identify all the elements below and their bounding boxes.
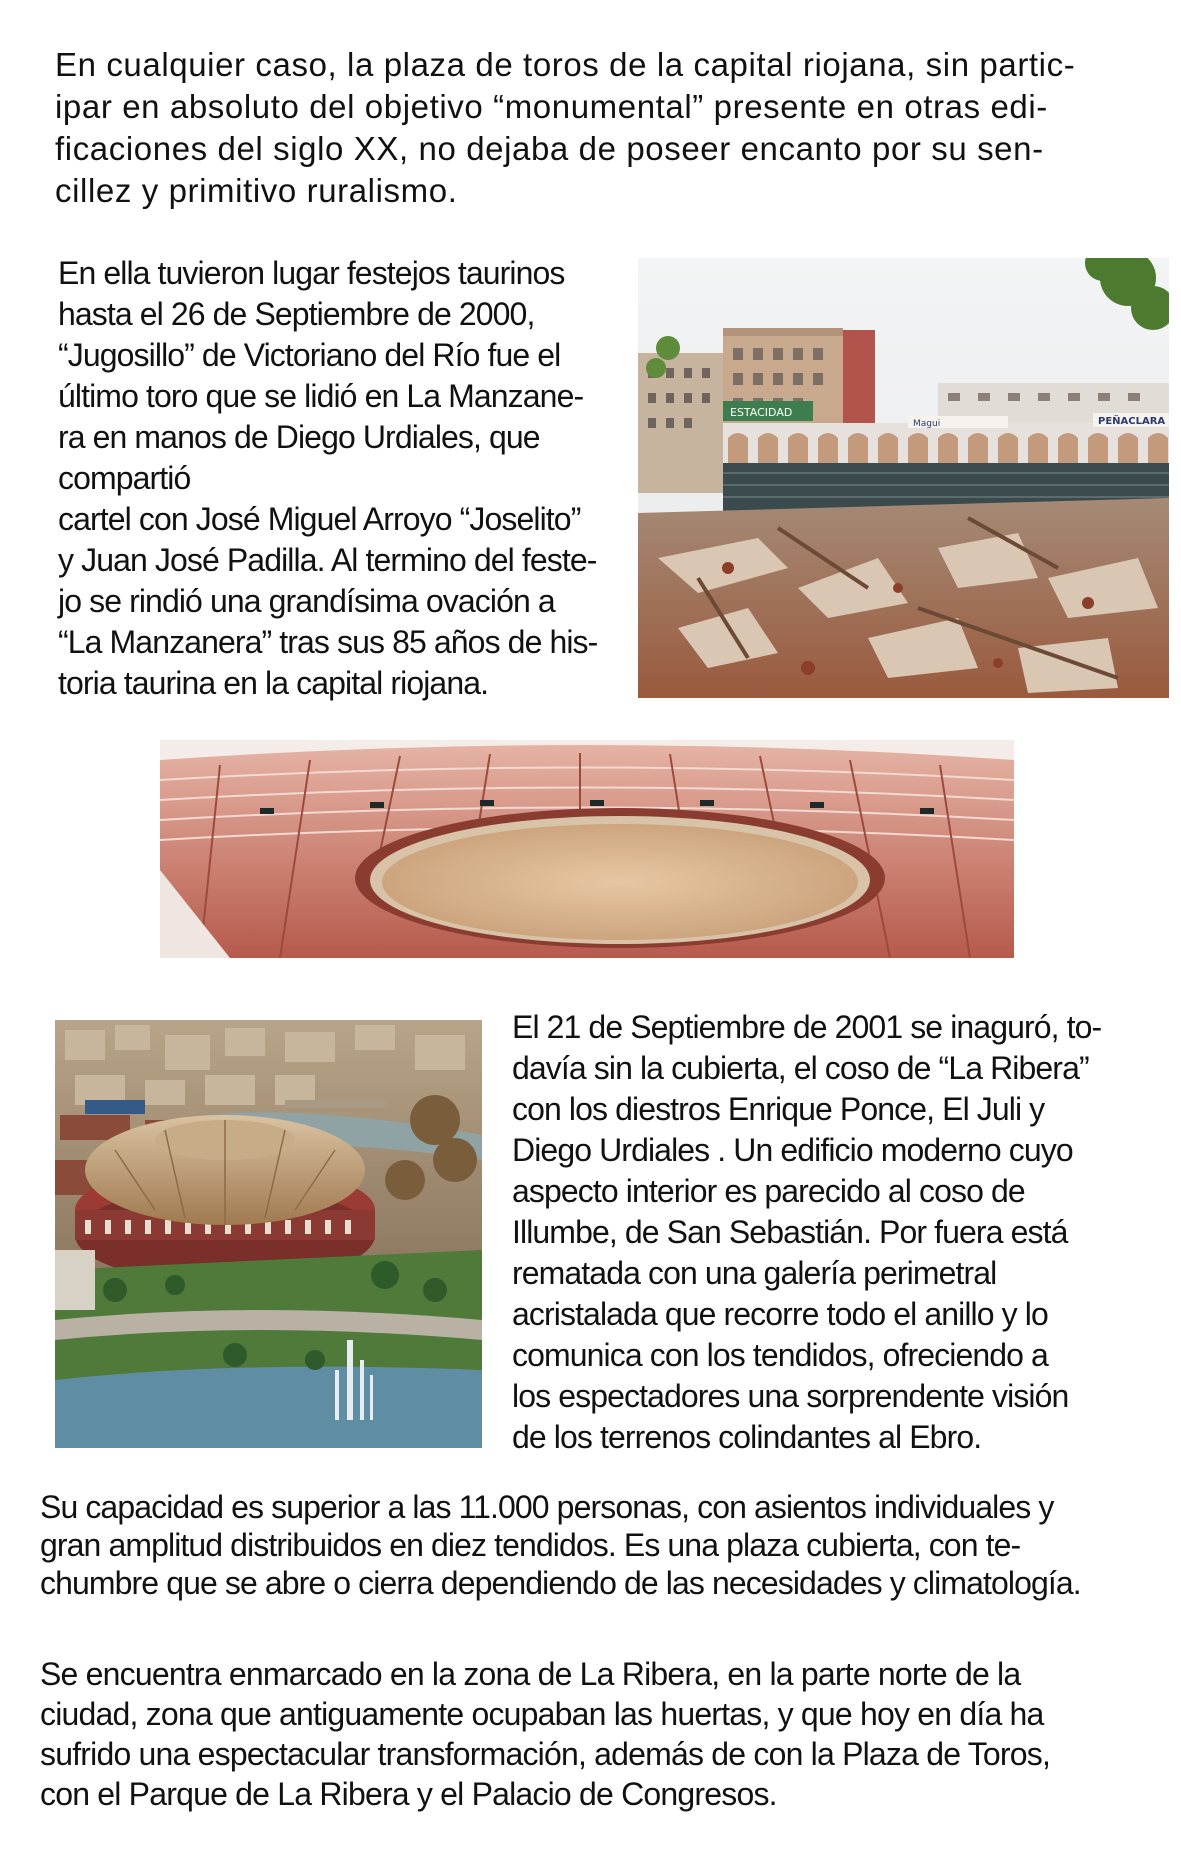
history-line: “Jugosillo” de Victoriano del Río fue el <box>58 337 561 373</box>
ribera-line: davía sin la cubierta, el coso de “La Ribera” <box>512 1050 1089 1086</box>
history-line: compartió <box>58 460 191 496</box>
location-line: Se encuentra enmarcado en la zona de La Ribera, en la parte norte de la <box>40 1656 1021 1692</box>
intro-line: ipar en absoluto del objetivo “monumental” presente en otras edi- <box>55 88 1048 125</box>
demolition-photo <box>638 258 1169 698</box>
ribera-line: Illumbe, de San Sebastián. Por fuera está <box>512 1214 1068 1250</box>
capacity-paragraph <box>40 1488 1170 1602</box>
history-line: “La Manzanera” tras sus 85 años de his- <box>58 624 598 660</box>
intro-line: cillez y primitivo ruralismo. <box>55 172 458 209</box>
ribera-line: acristalada que recorre todo el anillo y lo <box>512 1296 1048 1332</box>
history-line: ra en manos de Diego Urdiales, que <box>58 419 540 455</box>
intro-line: En cualquier caso, la plaza de toros de la capital riojana, sin partic- <box>55 46 1076 83</box>
ribera-paragraph <box>512 1007 1152 1458</box>
la-ribera-aerial-photo <box>55 1020 482 1448</box>
history-line: jo se rindió una grandísima ovación a <box>58 583 555 619</box>
ribera-line: rematada con una galería perimetral <box>512 1255 997 1291</box>
location-line: sufrido una espectacular transformación, además de con la Plaza de Toros, <box>40 1736 1051 1772</box>
sign-magui: Magui <box>913 419 941 429</box>
history-paragraph <box>58 253 638 704</box>
ribera-line: Diego Urdiales . Un edificio moderno cuyo <box>512 1132 1073 1168</box>
capacity-line: gran amplitud distribuidos en diez tendidos. Es una plaza cubierta, con te- <box>40 1527 1021 1563</box>
ribera-line: con los diestros Enrique Ponce, El Juli y <box>512 1091 1045 1127</box>
capacity-line: Su capacidad es superior a las 11.000 personas, con asientos individuales y <box>40 1489 1054 1525</box>
ribera-line: los espectadores una sorprendente visión <box>512 1378 1069 1414</box>
location-line: ciudad, zona que antiguamente ocupaban las huertas, y que hoy en día ha <box>40 1696 1044 1732</box>
intro-line: ficaciones del siglo XX, no dejaba de poseer encanto por su sen- <box>55 130 1044 167</box>
capacity-line: chumbre que se abre o cierra dependiendo de las necesidades y climatología. <box>40 1565 1081 1601</box>
intro-paragraph <box>55 44 1135 212</box>
ribera-line: aspecto interior es parecido al coso de <box>512 1173 1025 1209</box>
ribera-line: de los terrenos colindantes al Ebro. <box>512 1419 982 1455</box>
history-line: hasta el 26 de Septiembre de 2000, <box>58 296 535 332</box>
history-line: y Juan José Padilla. Al termino del feste- <box>58 542 597 578</box>
arena-interior-photo <box>160 740 1014 958</box>
ribera-line: comunica con los tendidos, ofreciendo a <box>512 1337 1048 1373</box>
history-line: cartel con José Miguel Arroyo “Joselito” <box>58 501 581 537</box>
history-line: último toro que se lidió en La Manzane- <box>58 378 584 414</box>
history-line: En ella tuvieron lugar festejos taurinos <box>58 255 565 291</box>
history-line: toria taurina en la capital riojana. <box>58 665 489 701</box>
location-line: con el Parque de La Ribera y el Palacio de Congresos. <box>40 1776 777 1812</box>
sign-estacidad: ESTACIDAD <box>730 406 793 419</box>
location-paragraph <box>40 1654 1170 1814</box>
ribera-line: El 21 de Septiembre de 2001 se inaguró, to- <box>512 1009 1102 1045</box>
sign-penaclara: PEÑACLARA <box>1098 416 1166 427</box>
